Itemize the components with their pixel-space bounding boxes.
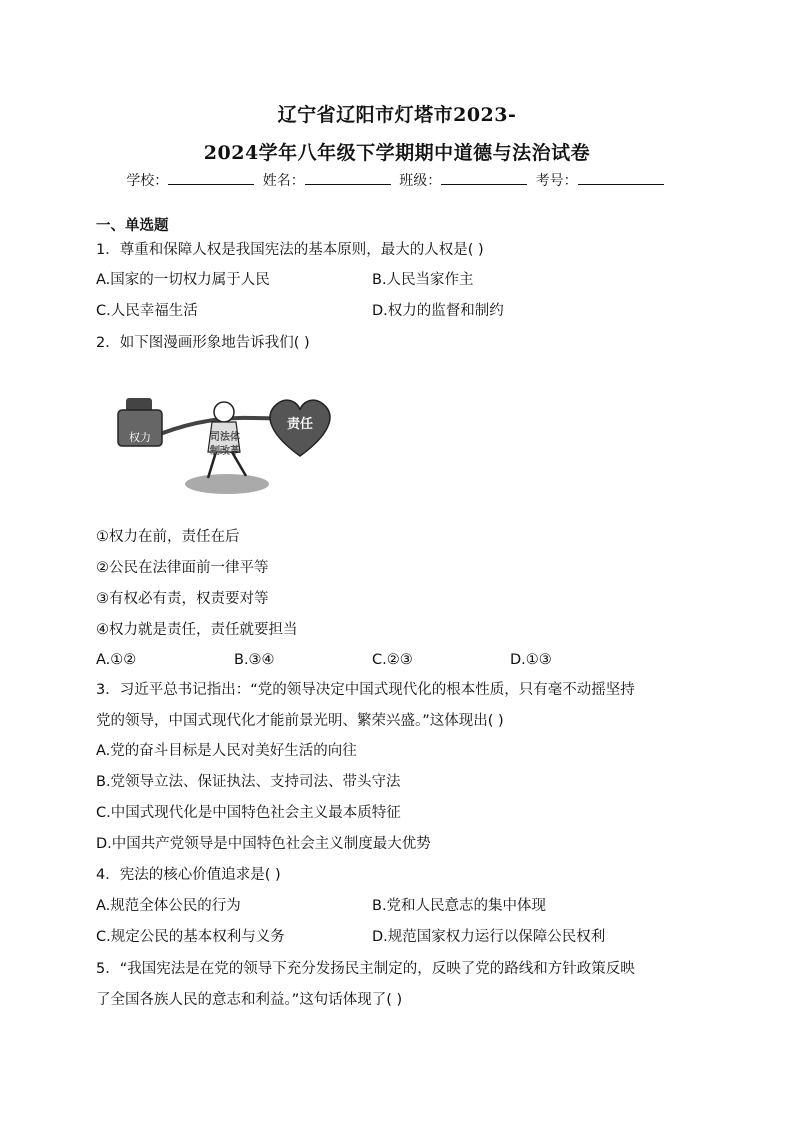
q2-statement-4: ④权力就是责任，责任就要担当 bbox=[96, 622, 298, 638]
cartoon-heart-label: 责任 bbox=[286, 417, 314, 432]
q4-option-c[interactable]: C.规定公民的基本权利与义务 bbox=[96, 929, 285, 945]
q2-cartoon-image bbox=[112, 386, 342, 498]
q1-option-c[interactable]: C.人民幸福生活 bbox=[96, 303, 198, 319]
q2-option-b[interactable]: B.③④ bbox=[234, 652, 275, 668]
q3-stem-line1: 3．习近平总书记指出：“党的领导决定中国式现代化的根本性质，只有毫不动摇坚持 bbox=[96, 682, 635, 698]
student-info-row bbox=[0, 170, 794, 190]
q1-option-d[interactable]: D.权力的监督和制约 bbox=[372, 303, 504, 319]
q4-option-d[interactable]: D.规范国家权力运行以保障公民权利 bbox=[372, 929, 606, 945]
q2-option-c[interactable]: C.②③ bbox=[372, 652, 413, 668]
q4-option-a[interactable]: A.规范全体公民的行为 bbox=[96, 898, 241, 914]
q4-option-b[interactable]: B.党和人民意志的集中体现 bbox=[372, 898, 547, 914]
q3-option-b[interactable]: B.党领导立法、保证执法、支持司法、带头守法 bbox=[96, 774, 401, 790]
q3-stem-line2: 党的领导，中国式现代化才能前景光明、繁荣兴盛。”这体现出( ) bbox=[96, 713, 504, 729]
q2-statement-1: ①权力在前，责任在后 bbox=[96, 529, 240, 545]
school-blank[interactable] bbox=[168, 170, 254, 185]
cartoon-figure-label-1: 司法体 bbox=[210, 432, 240, 443]
cartoon-weight-label: 权力 bbox=[129, 431, 151, 444]
q2-statement-3: ③有权必有责，权责要对等 bbox=[96, 591, 269, 607]
q3-option-a[interactable]: A.党的奋斗目标是人民对美好生活的向往 bbox=[96, 743, 357, 759]
exam-title-line2: 2024学年八年级下学期期中道德与法治试卷 bbox=[203, 142, 591, 164]
q1-stem: 1．尊重和保障人权是我国宪法的基本原则，最大的人权是( ) bbox=[96, 242, 484, 258]
q1-option-a[interactable]: A.国家的一切权力属于人民 bbox=[96, 272, 270, 288]
q2-stem: 2．如下图漫画形象地告诉我们( ) bbox=[96, 335, 310, 351]
class-blank[interactable] bbox=[441, 170, 527, 185]
q2-statement-2: ②公民在法律面前一律平等 bbox=[96, 560, 269, 576]
exam-number-blank[interactable] bbox=[578, 170, 664, 185]
q3-option-c[interactable]: C.中国式现代化是中国特色社会主义最本质特征 bbox=[96, 805, 401, 821]
q3-option-d[interactable]: D.中国共产党领导是中国特色社会主义制度最大优势 bbox=[96, 836, 431, 852]
q5-stem-line2: 了全国各族人民的意志和利益。”这句话体现了( ) bbox=[96, 992, 403, 1008]
q1-option-b[interactable]: B.人民当家作主 bbox=[372, 272, 474, 288]
q2-option-d[interactable]: D.①③ bbox=[510, 652, 552, 668]
section-heading: 一、单选题 bbox=[96, 218, 169, 234]
q2-option-a[interactable]: A.①② bbox=[96, 652, 137, 668]
exam-number-label: 考号： bbox=[535, 173, 578, 189]
q5-stem-line1: 5．“我国宪法是在党的领导下充分发扬民主制定的，反映了党的路线和方针政策反映 bbox=[96, 961, 635, 977]
name-blank[interactable] bbox=[305, 170, 391, 185]
q4-stem: 4．宪法的核心价值追求是( ) bbox=[96, 867, 281, 883]
class-label: 班级： bbox=[399, 173, 442, 189]
exam-title-line1: 辽宁省辽阳市灯塔市2023- bbox=[277, 104, 517, 126]
cartoon-figure-label-2: 制改革 bbox=[210, 446, 240, 457]
name-label: 姓名： bbox=[262, 173, 305, 189]
school-label: 学校： bbox=[126, 173, 169, 189]
